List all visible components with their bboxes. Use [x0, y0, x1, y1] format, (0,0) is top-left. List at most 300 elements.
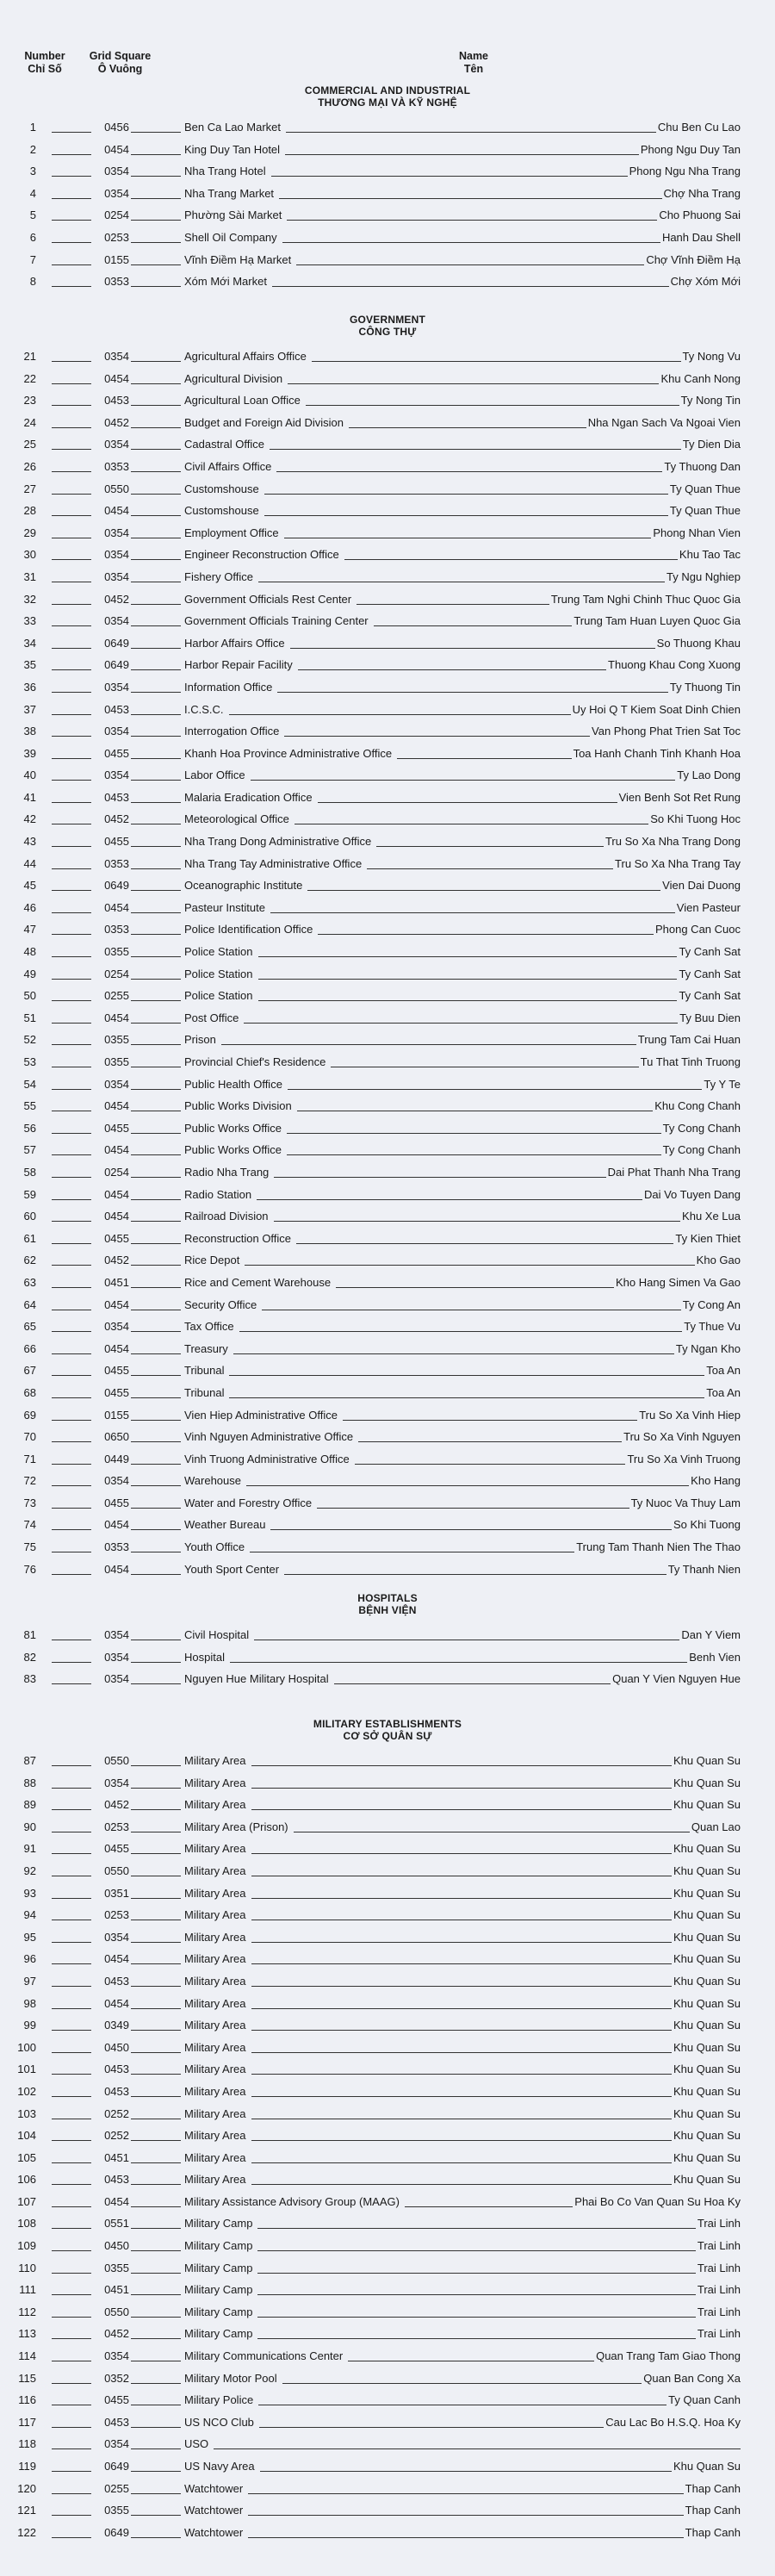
section-title-vn: THƯƠNG MẠI VÀ KỸ NGHỆ [318, 96, 457, 109]
leader-line [52, 361, 91, 362]
grid-square: 0353 [104, 856, 129, 870]
entry-name: Nguyen Hue Military Hospital [184, 1672, 329, 1686]
leader-line [397, 758, 571, 759]
grid-square: 0354 [104, 438, 129, 451]
leader-line [355, 1464, 626, 1465]
entry-name: Customshouse [184, 504, 259, 518]
entry-number: 45 [23, 879, 36, 893]
leader-line [52, 1662, 91, 1663]
vietnamese-name: Ty Kien Thiet [675, 1231, 741, 1245]
list-item [0, 2523, 775, 2545]
list-item [0, 140, 775, 162]
entry-name: US NCO Club [184, 2415, 254, 2429]
entry-name: Public Health Office [184, 1077, 282, 1091]
entry-name: Military Area [184, 1974, 246, 1988]
vietnamese-name: Thap Canh [685, 2504, 741, 2517]
entry-name: Police Station [184, 967, 253, 980]
entry-name: Military Area [184, 2040, 246, 2054]
entry-number: 32 [23, 592, 36, 606]
leader-line [131, 625, 181, 626]
leader-line [257, 2294, 695, 2295]
vietnamese-name: Van Phong Phat Trien Sat Toc [592, 725, 741, 738]
entry-name: Agricultural Loan Office [184, 394, 301, 408]
leader-line [131, 1133, 181, 1134]
entry-name: Malaria Eradication Office [184, 790, 313, 804]
entry-name: Public Works Office [184, 1143, 282, 1157]
column-header [0, 50, 775, 88]
grid-square: 0454 [104, 371, 129, 385]
entry-number: 122 [17, 2525, 36, 2539]
leader-line [251, 2140, 672, 2141]
entry-number: 61 [23, 1231, 36, 1245]
entry-number: 41 [23, 790, 36, 804]
list-item [0, 1773, 775, 1795]
leader-line [52, 2184, 91, 2185]
entry-number: 114 [18, 2349, 36, 2363]
leader-line [131, 956, 181, 957]
vietnamese-name: Ty Nong Tin [680, 394, 741, 408]
entry-number: 81 [23, 1628, 36, 1641]
vietnamese-name: Chu Ben Cu Lao [657, 121, 741, 134]
list-item [0, 1559, 775, 1582]
entry-name: Watchtower [184, 2481, 244, 2495]
leader-line [52, 1397, 91, 1398]
list-item [0, 2236, 775, 2258]
vietnamese-name: Trung Tam Nghi Chinh Thuc Quoc Gia [550, 592, 741, 606]
list-item [0, 1795, 775, 1817]
list-item [0, 1185, 775, 1207]
leader-line [52, 2273, 91, 2274]
list-item [0, 501, 775, 523]
leader-line [131, 361, 181, 362]
leader-line [52, 494, 91, 495]
list-item [0, 2346, 775, 2368]
grid-square: 0455 [104, 746, 129, 760]
list-item [0, 2213, 775, 2236]
leader-line [356, 604, 549, 605]
entry-name: Military Area [184, 1996, 246, 2010]
vietnamese-name: Ty Thue Vu [684, 1320, 741, 1334]
leader-line [52, 1986, 91, 1987]
leader-line [52, 1023, 91, 1024]
leader-line [131, 154, 181, 155]
grid-square: 0452 [104, 415, 129, 429]
leader-line [374, 625, 573, 626]
grid-square: 0455 [104, 1231, 129, 1245]
leader-line [258, 979, 678, 980]
leader-line [52, 2537, 91, 2538]
entry-name: Military Area [184, 2106, 246, 2120]
entry-number: 117 [18, 2415, 36, 2429]
entry-number: 24 [23, 415, 36, 429]
leader-line [251, 1809, 672, 1810]
leader-line [312, 361, 681, 362]
leader-line [52, 1287, 91, 1288]
leader-line [264, 494, 668, 495]
leader-line [131, 1485, 181, 1486]
entry-name: Employment Office [184, 526, 279, 539]
leader-line [131, 1853, 181, 1854]
list-item [0, 434, 775, 457]
leader-line [52, 846, 91, 847]
leader-line [344, 559, 678, 560]
grid-square: 0354 [104, 165, 129, 178]
list-item [0, 2104, 775, 2126]
leader-line [131, 1000, 181, 1001]
grid-square: 0455 [104, 1842, 129, 1856]
entry-name: Government Officials Rest Center [184, 592, 352, 606]
entry-name: Vĩnh Điềm Hạ Market [184, 252, 292, 266]
grid-square: 0355 [104, 1033, 129, 1047]
leader-line [131, 1023, 181, 1024]
entry-name: USO [184, 2437, 209, 2451]
vietnamese-name: Nha Ngan Sach Va Ngoai Vien [587, 415, 741, 429]
vietnamese-name: Khu Quan Su [673, 2063, 741, 2076]
vietnamese-name: Trai Linh [697, 2305, 741, 2318]
entry-list [0, 1751, 775, 2544]
list-item [0, 2038, 775, 2060]
entry-number: 70 [23, 1430, 36, 1444]
entry-name: Interrogation Office [184, 725, 280, 738]
grid-square: 0353 [104, 1540, 129, 1554]
list-item [0, 2059, 775, 2081]
grid-square: 0349 [104, 2019, 129, 2032]
leader-line [258, 1000, 678, 1001]
leader-line [277, 692, 667, 693]
entry-number: 37 [23, 702, 36, 716]
entry-name: Military Camp [184, 2261, 253, 2274]
entry-number: 58 [23, 1165, 36, 1179]
entry-name: Nha Trang Tay Administrative Office [184, 856, 363, 870]
entry-number: 36 [23, 680, 36, 694]
leader-line [287, 220, 657, 221]
name-column-header [431, 50, 517, 76]
leader-line [131, 2317, 181, 2318]
vietnamese-name: Chợ Vĩnh Điềm Hạ [646, 252, 741, 266]
leader-line [131, 1199, 181, 1200]
leader-line [131, 264, 181, 265]
leader-line [131, 758, 181, 759]
vietnamese-name: Ty Buu Dien [679, 1011, 741, 1024]
leader-line [131, 934, 181, 935]
grid-square: 0253 [104, 1908, 129, 1922]
entry-number: 88 [23, 1776, 36, 1789]
entry-number: 35 [23, 658, 36, 672]
list-item [0, 479, 775, 501]
entry-number: 71 [23, 1452, 36, 1465]
leader-line [52, 176, 91, 177]
entry-number: 42 [23, 812, 36, 826]
grid-square: 0354 [104, 548, 129, 562]
entry-name: Vinh Truong Administrative Office [184, 1452, 350, 1465]
leader-line [131, 2383, 181, 2384]
leader-line [52, 1529, 91, 1530]
list-item [0, 1493, 775, 1515]
entry-number: 21 [23, 350, 36, 363]
list-item [0, 1905, 775, 1927]
entry-name: Military Area [184, 2129, 246, 2143]
list-item [0, 809, 775, 831]
entry-number: 87 [23, 1754, 36, 1767]
entry-name: Public Works Division [184, 1099, 292, 1113]
entry-number: 63 [23, 1275, 36, 1289]
entry-number: 57 [23, 1143, 36, 1157]
list-item [0, 2456, 775, 2479]
leader-line [52, 2294, 91, 2295]
entry-name: Khanh Hoa Province Administrative Office [184, 746, 393, 760]
vietnamese-name: Khu Quan Su [673, 1798, 741, 1812]
vietnamese-name: Ty Dien Dia [682, 438, 741, 451]
list-item [0, 2015, 775, 2038]
leader-line [264, 515, 668, 516]
leader-line [288, 383, 659, 384]
entry-number: 8 [29, 275, 36, 289]
grid-square: 0353 [104, 275, 129, 289]
entry-list [0, 1625, 775, 1691]
leader-line [52, 1809, 91, 1810]
leader-line [52, 912, 91, 913]
entry-name: Military Area [184, 2063, 246, 2076]
entry-number: 40 [23, 768, 36, 782]
leader-line [214, 2448, 741, 2449]
grid-square: 0354 [104, 526, 129, 539]
entry-name: Tribunal [184, 1364, 225, 1378]
entry-name: Public Works Office [184, 1121, 282, 1135]
grid-square: 0155 [104, 252, 129, 266]
leader-line [251, 1898, 672, 1899]
grid-square: 0354 [104, 1474, 129, 1488]
vietnamese-name: Khu Quan Su [673, 2460, 741, 2473]
entry-number: 44 [23, 856, 36, 870]
entry-name: Rice and Cement Warehouse [184, 1275, 332, 1289]
entry-number: 67 [23, 1364, 36, 1378]
leader-line [257, 1199, 642, 1200]
leader-line [248, 2515, 684, 2516]
grid-square: 0649 [104, 2525, 129, 2539]
leader-line [131, 449, 181, 450]
leader-line [52, 1243, 91, 1244]
leader-line [52, 758, 91, 759]
vietnamese-name: Trung Tam Huan Luyen Quoc Gia [574, 614, 741, 628]
leader-line [131, 2448, 181, 2449]
leader-line [336, 1287, 614, 1288]
entry-name: Phường Sài Market [184, 208, 282, 222]
leader-line [52, 1420, 91, 1421]
entry-name: Cadastral Office [184, 438, 264, 451]
entry-number: 66 [23, 1341, 36, 1355]
list-item [0, 1295, 775, 1317]
entry-number: 72 [23, 1474, 36, 1488]
leader-line [52, 2030, 91, 2031]
vietnamese-name: Trai Linh [697, 2261, 741, 2274]
entry-name: Ben Ca Lao Market [184, 121, 282, 134]
entry-name: Military Motor Pool [184, 2371, 277, 2385]
leader-line [251, 2030, 672, 2031]
leader-line [131, 890, 181, 891]
entry-number: 53 [23, 1055, 36, 1068]
leader-line [131, 1529, 181, 1530]
vietnamese-name: Trai Linh [697, 2283, 741, 2297]
entry-number: 52 [23, 1033, 36, 1047]
vietnamese-name: Ty Quan Canh [668, 2393, 741, 2407]
leader-line [131, 242, 181, 243]
grid-square: 0453 [104, 2173, 129, 2187]
entry-number: 27 [23, 482, 36, 495]
entry-number: 48 [23, 945, 36, 959]
leader-line [251, 1853, 672, 1854]
vietnamese-name: Khu Quan Su [673, 2150, 741, 2164]
leader-line [318, 802, 617, 803]
leader-line [284, 1574, 666, 1575]
entry-name: Water and Forestry Office [184, 1496, 313, 1509]
leader-line [52, 383, 91, 384]
grid-square: 0354 [104, 2349, 129, 2363]
list-item [0, 1669, 775, 1691]
list-item [0, 346, 775, 369]
list-item [0, 1360, 775, 1383]
entry-number: 26 [23, 459, 36, 473]
entry-name: Military Police [184, 2393, 254, 2407]
entry-name: Youth Sport Center [184, 1562, 280, 1576]
vietnamese-name: Ty Quan Thue [669, 482, 741, 495]
leader-line [52, 198, 91, 199]
leader-line [52, 449, 91, 450]
grid-square: 0253 [104, 1820, 129, 1833]
list-item [0, 2434, 775, 2456]
leader-line [52, 1963, 91, 1964]
grid-square: 0450 [104, 2239, 129, 2253]
leader-line [251, 1942, 672, 1943]
leader-line [131, 2140, 181, 2141]
name-header-vn: Tên [463, 63, 484, 75]
leader-line [52, 405, 91, 406]
entry-number: 38 [23, 725, 36, 738]
grid-square: 0455 [104, 1385, 129, 1399]
leader-line [52, 2317, 91, 2318]
grid-square: 0451 [104, 2283, 129, 2297]
list-item [0, 2368, 775, 2391]
leader-line [52, 1000, 91, 1001]
grid-square: 0254 [104, 1165, 129, 1179]
entry-name: Military Area [184, 1776, 246, 1789]
entry-name: Agricultural Affairs Office [184, 350, 307, 363]
vietnamese-name: Tru So Xa Vinh Truong [627, 1452, 741, 1465]
leader-line [131, 1898, 181, 1899]
leader-line [282, 2383, 642, 2384]
leader-line [286, 132, 656, 133]
leader-line [131, 846, 181, 847]
vietnamese-name: Tu That Tinh Truong [640, 1055, 741, 1068]
entry-number: 31 [23, 569, 36, 583]
leader-line [131, 1464, 181, 1465]
leader-line [131, 286, 181, 287]
leader-line [131, 1788, 181, 1789]
leader-line [307, 890, 660, 891]
leader-line [233, 1353, 674, 1354]
entry-number: 120 [17, 2481, 36, 2495]
leader-line [248, 2537, 684, 2538]
vietnamese-name: Khu Quan Su [673, 1952, 741, 1966]
section-title-en: COMMERCIAL AND INDUSTRIAL [304, 84, 471, 96]
entry-number: 34 [23, 636, 36, 650]
vietnamese-name: Trung Tam Cai Huan [637, 1033, 741, 1047]
leader-line [131, 2493, 181, 2494]
leader-line [131, 2206, 181, 2207]
vietnamese-name: So Khi Tuong [673, 1518, 741, 1532]
vietnamese-name: Cau Lac Bo H.S.Q. Hoa Ky [605, 2415, 741, 2429]
leader-line [251, 1788, 672, 1789]
leader-line [131, 494, 181, 495]
entry-name: Military Area [184, 1798, 246, 1812]
leader-line [244, 1023, 678, 1024]
vietnamese-name: Ty Nong Vu [682, 350, 741, 363]
entry-name: Military Area [184, 1886, 246, 1900]
leader-line [274, 1221, 681, 1222]
list-item [0, 721, 775, 744]
leader-line [349, 427, 586, 428]
leader-line [52, 2338, 91, 2339]
vietnamese-name: Tru So Xa Vinh Nguyen [623, 1430, 741, 1444]
grid-square: 0354 [104, 680, 129, 694]
list-item [0, 2258, 775, 2280]
leader-line [317, 1508, 629, 1509]
leader-line [131, 220, 181, 221]
list-item [0, 898, 775, 920]
vietnamese-name: Trung Tam Thanh Nien The Thao [576, 1540, 741, 1554]
leader-line [270, 1529, 672, 1530]
vietnamese-name: Khu Quan Su [673, 2173, 741, 2187]
leader-line [52, 736, 91, 737]
leader-line [257, 2273, 695, 2274]
entry-number: 2 [29, 142, 36, 156]
grid-square: 0354 [104, 2437, 129, 2451]
entry-number: 108 [17, 2217, 36, 2231]
leader-line [131, 515, 181, 516]
leader-line [52, 154, 91, 155]
grid-square: 0353 [104, 459, 129, 473]
entry-number: 83 [23, 1672, 36, 1686]
entry-name: Shell Oil Company [184, 230, 277, 244]
leader-line [52, 427, 91, 428]
grid-square: 0454 [104, 1099, 129, 1113]
entry-name: Reconstruction Office [184, 1231, 292, 1245]
leader-line [131, 383, 181, 384]
entry-number: 104 [17, 2129, 36, 2143]
list-item [0, 390, 775, 413]
list-item [0, 1949, 775, 1971]
leader-line [271, 176, 628, 177]
number-column-header [19, 50, 71, 76]
leader-line [52, 604, 91, 605]
vietnamese-name: Ty Cong Chanh [662, 1121, 741, 1135]
grid-square: 0453 [104, 1974, 129, 1988]
leader-line [131, 1154, 181, 1155]
entry-name: Military Area (Prison) [184, 1820, 288, 1833]
leader-line [131, 692, 181, 693]
grid-square: 0649 [104, 879, 129, 893]
grid-square: 0550 [104, 482, 129, 495]
leader-line [131, 1265, 181, 1266]
list-item [0, 2148, 775, 2170]
vietnamese-name: Trai Linh [697, 2327, 741, 2341]
leader-line [131, 979, 181, 980]
leader-line [52, 559, 91, 560]
vietnamese-name: Benh Vien [689, 1650, 741, 1664]
leader-line [274, 1177, 605, 1178]
leader-line [131, 1221, 181, 1222]
list-item [0, 2125, 775, 2148]
leader-line [131, 2471, 181, 2472]
